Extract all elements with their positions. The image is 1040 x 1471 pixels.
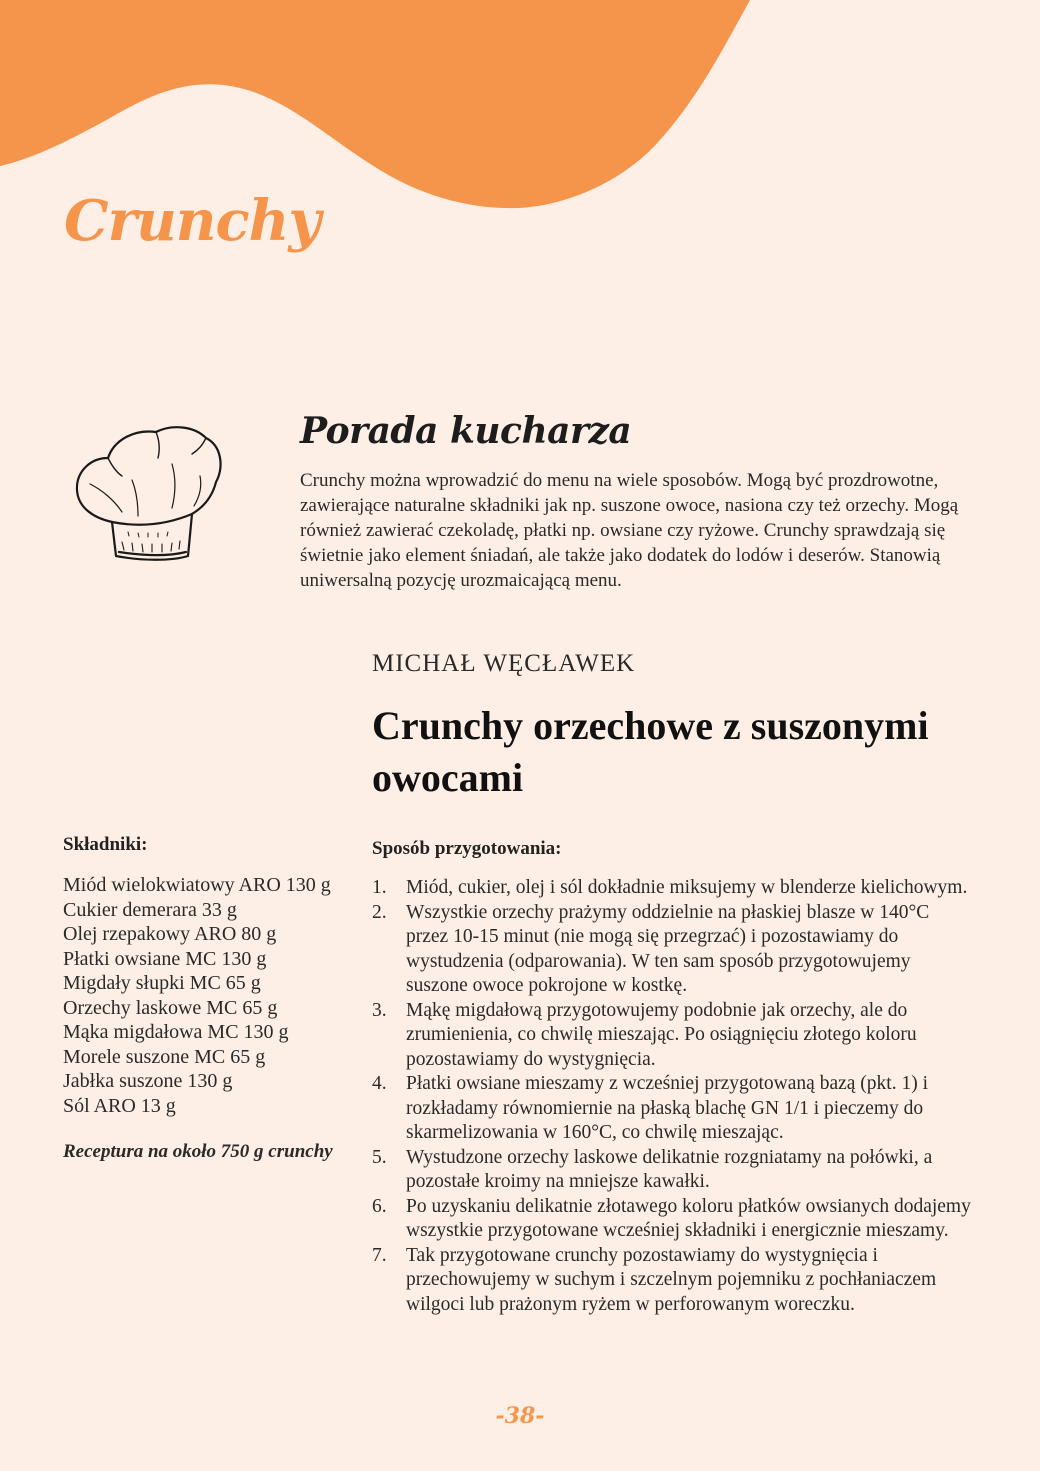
- step-number: 2.: [372, 901, 387, 923]
- ingredients-heading: Składniki:: [63, 834, 148, 855]
- step-text: Mąkę migdałową przygotowujemy podobnie jak orzechy, ale do zrumienienia, co chwilę mieszając. Po osiągnięciu złotego koloru pozostawiamy do wystygnięcia.: [406, 999, 917, 1070]
- ingredient-item: Cukier demerara 33 g: [63, 898, 237, 921]
- chef-tip-title: Porada kucharza: [300, 410, 632, 452]
- ingredient-item: Płatki owsiane MC 130 g: [63, 947, 267, 970]
- step-number: 5.: [372, 1146, 387, 1168]
- ingredient-item: Sól ARO 13 g: [63, 1094, 176, 1117]
- step-text: Wystudzone orzechy laskowe delikatnie rozgniatamy na połówki, a pozostałe kroimy na mniejsze kawałki.: [406, 1146, 933, 1192]
- recipe-yield: Receptura na około 750 g crunchy: [63, 1141, 333, 1162]
- ingredient-item: Orzechy laskowe MC 65 g: [63, 996, 278, 1019]
- step-item: [372, 999, 972, 1073]
- step-text: Płatki owsiane mieszamy z wcześniej przygotowaną bazą (pkt. 1) i rozkładamy równomiernie na płaską blachę GN 1/1 i pieczemy do skarmelizowania w 160°C, co chwilę mieszając.: [406, 1073, 928, 1143]
- step-text: Miód, cukier, olej i sól dokładnie miksujemy w blenderze kielichowym.: [406, 877, 968, 898]
- step-item: [372, 1072, 972, 1146]
- ingredient-item: Mąka migdałowa MC 130 g: [63, 1021, 289, 1043]
- recipe-title: Crunchy orzechowe z suszonymi owocami: [372, 703, 929, 800]
- step-number: 3.: [372, 999, 387, 1021]
- chef-tip-text: Crunchy można wprowadzić do menu na wiele sposobów. Mogą być prozdrowotne, zawierające naturalne składniki jak np. suszone owoce, nasiona czy też orzechy. Mogą również zawierać czekoladę, płatki np. owsiane czy ryżowe. Crunchy sprawdzają się świetnie jako element śniadań, ale także jako dodatek do lodów i deserów. Stanowią uniwersalną pozycję urozmaicającą menu.: [300, 470, 959, 591]
- preparation-steps: [372, 876, 972, 1317]
- step-text: Po uzyskaniu delikatnie złotawego koloru płatków owsianych dodajemy wszystkie przygotowane wcześniej składniki i energicznie mieszamy.: [406, 1195, 971, 1241]
- chef-hat-icon: [72, 420, 227, 565]
- recipe-author: MICHAŁ WĘCŁAWEK: [372, 650, 636, 677]
- step-number: 6.: [372, 1195, 387, 1217]
- ingredient-item: Migdały słupki MC 65 g: [63, 972, 261, 994]
- step-number: 1.: [372, 877, 387, 898]
- decorative-orange-wave: [0, 0, 1040, 220]
- section-title: Crunchy: [64, 188, 320, 254]
- step-text: Tak przygotowane crunchy pozostawiamy do wystygnięcia i przechowujemy w suchym i szczelnym pojemniku z pochłaniaczem wilgoci lub prażonym ryżem w perforowanym woreczku.: [406, 1244, 937, 1315]
- preparation-heading: Sposób przygotowania:: [372, 838, 562, 859]
- step-number: 7.: [372, 1244, 387, 1266]
- step-number: 4.: [372, 1073, 387, 1094]
- step-item: [372, 901, 972, 999]
- ingredients-list: [63, 873, 353, 1118]
- ingredient-item: Olej rzepakowy ARO 80 g: [63, 923, 277, 945]
- ingredient-item: Miód wielokwiatowy ARO 130 g: [63, 874, 331, 896]
- ingredient-item: Morele suszone MC 65 g: [63, 1045, 266, 1068]
- ingredient-item: Jabłka suszone 130 g: [63, 1070, 233, 1092]
- step-text: Wszystkie orzechy prażymy oddzielnie na płaskiej blasze w 140°C przez 10-15 minut (nie mogą się przegrzać) i pozostawiamy do wystudzenia (odparowania). W ten sam sposób przygotowujemy suszone owoce pokrojone w kostkę.: [406, 901, 930, 996]
- step-item: [372, 876, 972, 901]
- page-number: -38-: [495, 1403, 545, 1429]
- step-item: [372, 1244, 972, 1318]
- step-item: [372, 1195, 972, 1244]
- step-item: [372, 1146, 972, 1195]
